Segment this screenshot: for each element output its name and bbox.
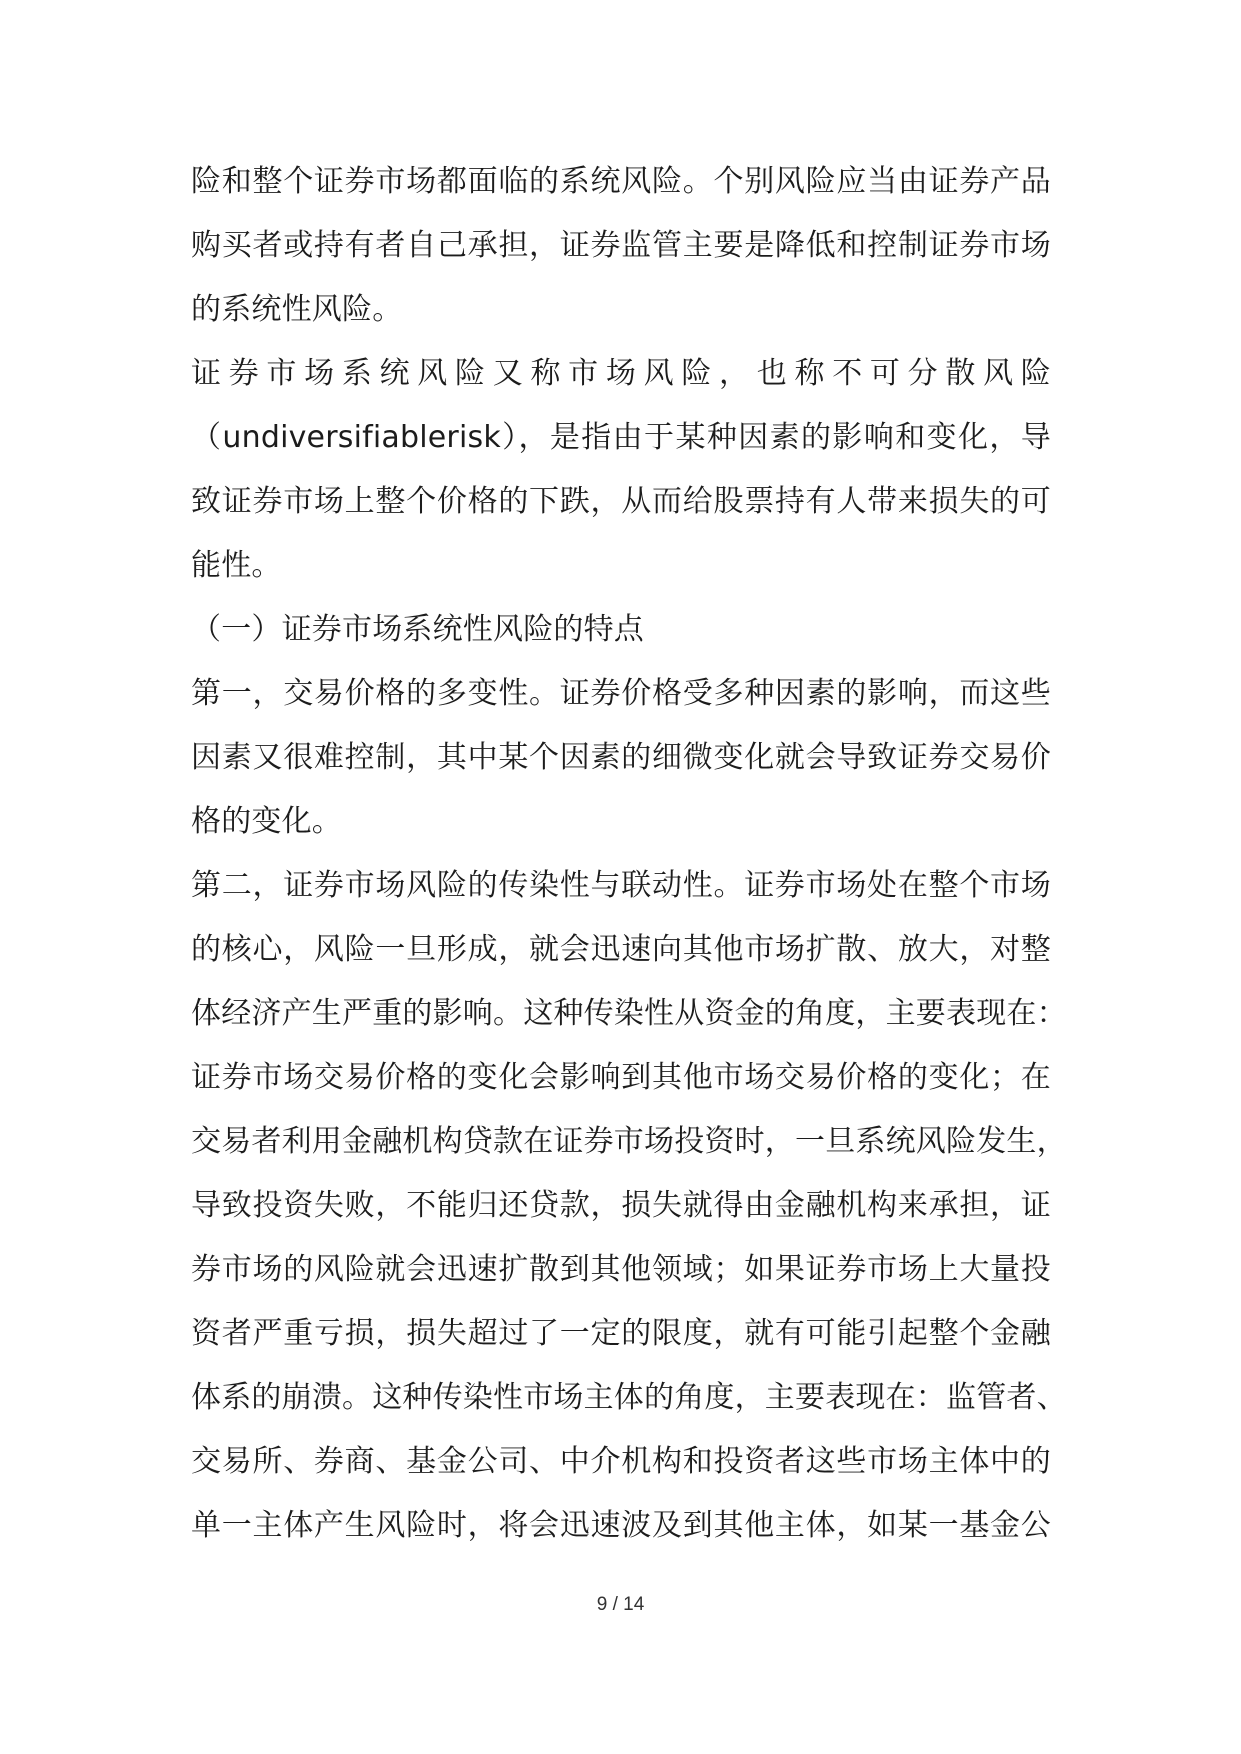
text-line: 第一，交易价格的多变性。证券价格受多种因素的影响，而这些 [191,676,1051,711]
text-line: 资者严重亏损，损失超过了一定的限度，就有可能引起整个金融 [191,1316,1051,1351]
text-line: 购买者或持有者自己承担，证券监管主要是降低和控制证券市场 [191,228,1051,263]
text-line: 的系统性风险。 [191,292,403,327]
text-line: 因素又很难控制，其中某个因素的细微变化就会导致证券交易价 [191,740,1051,775]
document-body [191,150,1067,1558]
text-line: 证券市场交易价格的变化会影响到其他市场交易价格的变化；在 [191,1060,1051,1095]
text-line: 格的变化。 [191,804,342,839]
text-line: 单一主体产生风险时，将会迅速波及到其他主体，如某一基金公 [191,1508,1051,1543]
section-heading: （一）证券市场系统性风险的特点 [191,612,644,647]
text-line: 券市场的风险就会迅速扩散到其他领域；如果证券市场上大量投 [191,1252,1051,1287]
text-line: 的核心，风险一旦形成，就会迅速向其他市场扩散、放大，对整 [191,932,1051,967]
text-line: 体系的崩溃。这种传染性市场主体的角度，主要表现在：监管者、 [191,1380,1067,1415]
text-line: 险和整个证券市场都面临的系统风险。个别风险应当由证券产品 [191,164,1051,199]
text-line: 致证券市场上整个价格的下跌，从而给股票持有人带来损失的可 [191,484,1051,519]
text-line: 第二，证券市场风险的传染性与联动性。证券市场处在整个市场 [191,868,1051,903]
text-line: 体经济产生严重的影响。这种传染性从资金的角度，主要表现在： [191,996,1067,1031]
text-line: 导致投资失败，不能归还贷款，损失就得由金融机构来承担，证 [191,1188,1051,1223]
text-line: 能性。 [191,548,282,583]
page-number: 9 / 14 [596,1594,645,1615]
text-line: 交易者利用金融机构贷款在证券市场投资时，一旦系统风险发生， [191,1124,1067,1159]
text-line: （undiversifiablerisk），是指由于某种因素的影响和变化，导 [191,420,1051,455]
text-line: 交易所、券商、基金公司、中介机构和投资者这些市场主体中的 [191,1444,1051,1479]
text-line: 证券市场系统风险又称市场风险，也称不可分散风险 [191,356,1051,391]
